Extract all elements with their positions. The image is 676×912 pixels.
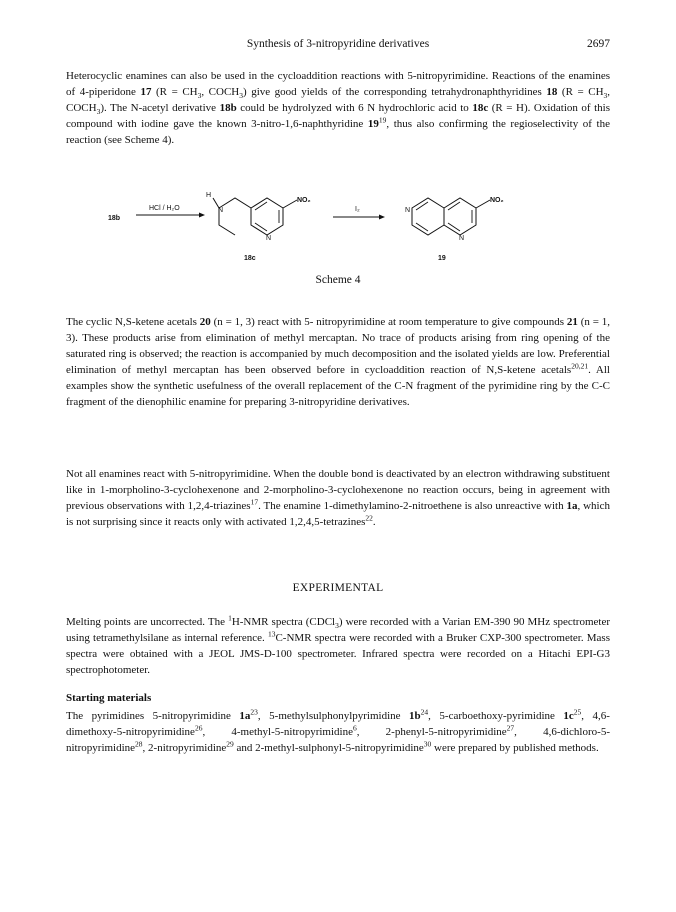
compound-1b: 1b	[409, 710, 421, 722]
citation-19: 19	[378, 115, 387, 125]
citation-29: 29	[226, 739, 234, 749]
compound-18: 18	[546, 86, 558, 98]
arrow-head-2	[379, 215, 385, 220]
naphthyridine-n-label: N	[405, 207, 411, 214]
citation-20-21: 20,21	[571, 361, 589, 371]
page-number: 2697	[587, 38, 610, 50]
citation-28: 28	[135, 739, 143, 749]
paragraph-ketene-acetals: The cyclic N,S-ketene acetals 20 (n = 1, 3) react with 5- nitropyrimidine at room temperature to give compounds 21 (n = 1, 3). These products arise from elimination of methyl mercaptan. No trace of products arising from ring opening of the saturated ring is observed; the reaction is accompanied by much decomposition and the isolated yields are low. Preferential elimination of methyl mercaptan has been observed before in cycloaddition reaction of N,S-ketene acetals$^{20,21}$. All examples show the synthetic usefulness of the overall replacement of the C-N fragment of the pyrimidine ring by the C-C fragment of the dienophilic enamine for preparing 3-nitropyridine derivatives.	[66, 316, 611, 408]
start-compound-label: 18b	[108, 215, 121, 222]
paragraph-naphthyridine: Heterocyclic enamines can also be used in the cycloaddition reactions with 5-nitropyrimidine. Reactions of the enamines of 4-piperidone 17 ($R = CH_3$, $COCH_3$) give good yields of the corresponding tetrahydronaphthyridines 18 ($R = CH_3$, $COCH_3$). The N-acetyl derivative 18b could be hydrolyzed with 6 N hydrochloric acid to 18c (R = H). Oxidation of this compound with iodine gave the known 3-nitro-1,6-naphthyridine $19^{19}$, thus also confirming the regioselectivity of the reaction (see Scheme 4).	[66, 70, 611, 146]
citation-24: 24	[420, 707, 429, 717]
paragraph-instrumentation: Melting points are uncorrected. The $^1$H-NMR spectra (CDCl$_3$) were recorded with a Varian EM-390 90 MHz spectrometer using tetramethylsilane as internal reference. $^{13}$C-NMR spectra were recorded with a Bruker CXP-300 spectrometer. Mass spectra were obtained with a JEOL JMS-D-100 spectrometer. Infrared spectra were recorded on a Hitachi EPI-G3 spectrophotometer.	[66, 613, 611, 676]
structure-18c	[213, 198, 297, 235]
citation-22: 22	[365, 513, 373, 523]
nitro-group-label-1: NO₂	[297, 197, 311, 204]
reagent-hcl-water: HCl / H₂O	[149, 205, 180, 212]
section-title-experimental: EXPERIMENTAL	[292, 582, 384, 594]
subsection-starting-materials: Starting materials	[66, 692, 152, 704]
compound-1a: 1a	[239, 710, 251, 722]
paragraph-unreactive-enamines: Not all enamines react with 5-nitropyrimidine. When the double bond is deactivated by an electron withdrawing substituent like in 1-morpholino-3-cyclohexenone and 2-morpholino-3-cyclohexenone no reaction occurs, being in agreement with previous observations with 1,2,4-triazines$^{17}$. The enamine 1-dimethylamino-2-nitroethene is also unreactive with 1a, which is not surprising since it reacts only with activated 1,2,4,5-tetrazines$^{22}$.	[66, 468, 610, 528]
compound-21: 21	[566, 316, 578, 328]
product-18c-label: 18c	[244, 255, 256, 262]
product-19-label: 19	[438, 255, 446, 262]
citation-27: 27	[506, 723, 515, 733]
citation-25: 25	[573, 707, 582, 717]
piperidine-n-label: N	[218, 207, 224, 214]
compound-20: 20	[199, 316, 211, 328]
citation-23: 23	[250, 707, 258, 717]
citation-30: 30	[423, 739, 432, 749]
compound-1a: 1a	[566, 500, 578, 512]
paragraph-starting-materials: The pyrimidines 5-nitropyrimidine $1a^{23}$, 5-methylsulphonylpyrimidine $1b^{24}$, 5-carboethoxy-pyrimidine $1c^{25}$, 4,6-dimethoxy-5-nitropyrimidine$^{26}$, 4-methyl-5-nitropyrimidine$^6$, 2-phenyl-5-nitropyrimidine$^{27}$, 4,6-dichloro-5-nitropyrimidine$^{28}$, 2-nitropyrimidine$^{29}$ and 2-methyl-sulphonyl-5-nitropyrimidine$^{30}$ were prepared by published methods.	[66, 707, 610, 754]
reagent-iodine: I₂	[355, 206, 360, 213]
citation-17: 17	[250, 497, 259, 507]
running-title: Synthesis of 3-nitropyridine derivatives	[246, 38, 430, 50]
structure-19	[412, 198, 490, 235]
running-header	[66, 38, 610, 54]
nh-hydrogen-label: H	[206, 192, 212, 199]
pyridine-n-label-2: N	[459, 235, 465, 242]
nitro-group-label-2: NO₂	[490, 197, 504, 204]
citation-6: 6	[352, 723, 357, 733]
compound-19: 19	[367, 118, 379, 130]
compound-18c: 18c	[472, 102, 489, 114]
compound-18b: 18b	[219, 102, 237, 114]
arrow-head-1	[199, 213, 205, 218]
citation-26: 26	[194, 723, 203, 733]
compound-17: 17	[140, 86, 152, 98]
scheme-caption: Scheme 4	[315, 274, 361, 286]
compound-1c: 1c	[563, 710, 574, 722]
pyridine-n-label-1: N	[266, 235, 272, 242]
